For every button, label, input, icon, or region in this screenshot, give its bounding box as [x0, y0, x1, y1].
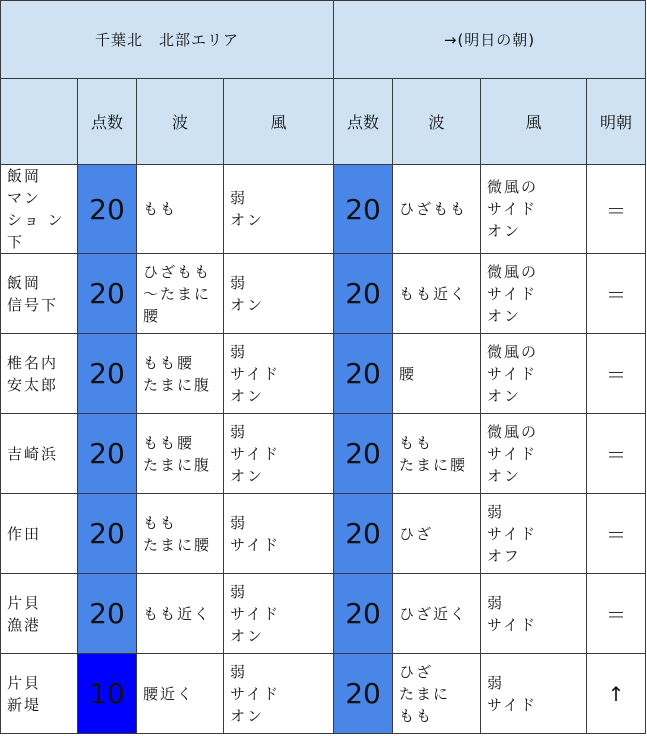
wind2-cell: 弱 サイド	[481, 654, 587, 734]
table-row	[1, 654, 646, 734]
wave2-cell: 腰	[393, 334, 481, 414]
wave2-cell: ひざ	[393, 494, 481, 574]
score-column-header: 点数	[78, 79, 137, 165]
morning-trend: ＝	[587, 414, 646, 494]
spot-name: 片貝 漁港	[1, 574, 78, 654]
score2-cell: 20	[334, 494, 393, 574]
spot-name: 片貝 新堤	[1, 654, 78, 734]
wind-cell: 弱 サイド	[224, 494, 334, 574]
score-cell: 20	[78, 334, 137, 414]
wave-cell: もも近く	[137, 574, 224, 654]
wave-cell: もも	[137, 165, 224, 254]
score-cell: 20	[78, 414, 137, 494]
wind2-cell: 微風の サイド オン	[481, 254, 587, 334]
wind2-cell: 弱 サイド	[481, 574, 587, 654]
wind2-cell: 微風の サイド オン	[481, 165, 587, 254]
table-row	[1, 165, 646, 254]
wind2-cell: 微風の サイド オン	[481, 414, 587, 494]
table-row	[1, 414, 646, 494]
score2-cell: 20	[334, 254, 393, 334]
wave-cell: もも腰 たまに腹	[137, 414, 224, 494]
wave2-cell: ひざもも	[393, 165, 481, 254]
morning-trend: ↑	[587, 654, 646, 734]
morning-trend: ＝	[587, 574, 646, 654]
wave-column-header: 波	[137, 79, 224, 165]
wave-cell: もも腰 たまに腹	[137, 334, 224, 414]
score2-cell: 20	[334, 334, 393, 414]
morning-column-header: 明朝	[587, 79, 646, 165]
spot-name: 飯岡 マン ショ ン 下	[1, 165, 78, 254]
morning-trend: ＝	[587, 254, 646, 334]
wave2-cell: ひざ近く	[393, 574, 481, 654]
area-header: 千葉北 北部エリア	[1, 1, 334, 79]
wind2-column-header: 風	[481, 79, 587, 165]
wind-cell: 弱 サイド オン	[224, 334, 334, 414]
morning-trend: ＝	[587, 494, 646, 574]
spot-name: 吉崎浜	[1, 414, 78, 494]
spot-name: 作田	[1, 494, 78, 574]
table-row	[1, 494, 646, 574]
morning-trend: ＝	[587, 334, 646, 414]
table-row	[1, 334, 646, 414]
score-cell: 20	[78, 494, 137, 574]
wind-cell: 弱 サイド オン	[224, 574, 334, 654]
score-cell: 20	[78, 574, 137, 654]
score2-cell: 20	[334, 414, 393, 494]
score2-cell: 20	[334, 165, 393, 254]
wave-cell: 腰近く	[137, 654, 224, 734]
wave2-cell: もも近く	[393, 254, 481, 334]
wind-cell: 弱 オン	[224, 254, 334, 334]
table-row	[1, 254, 646, 334]
wind-column-header: 風	[224, 79, 334, 165]
wave2-cell: ひざ たまに もも	[393, 654, 481, 734]
wave2-column-header: 波	[393, 79, 481, 165]
wind-cell: 弱 サイド オン	[224, 414, 334, 494]
wave-cell: もも たまに腰	[137, 494, 224, 574]
wind2-cell: 弱 サイド オフ	[481, 494, 587, 574]
wind-cell: 弱 サイド オン	[224, 654, 334, 734]
wave-cell: ひざもも 〜たまに 腰	[137, 254, 224, 334]
tomorrow-header: →(明日の朝)	[334, 1, 646, 79]
score-cell: 20	[78, 254, 137, 334]
score-cell: 10	[78, 654, 137, 734]
score-cell: 20	[78, 165, 137, 254]
score2-column-header: 点数	[334, 79, 393, 165]
spot-column-header	[1, 79, 78, 165]
wind-cell: 弱 オン	[224, 165, 334, 254]
score2-cell: 20	[334, 654, 393, 734]
wind2-cell: 微風の サイド オン	[481, 334, 587, 414]
table-row	[1, 574, 646, 654]
morning-trend: ＝	[587, 165, 646, 254]
wave2-cell: もも たまに腰	[393, 414, 481, 494]
score2-cell: 20	[334, 574, 393, 654]
spot-name: 飯岡 信号下	[1, 254, 78, 334]
spot-name: 椎名内 安太郎	[1, 334, 78, 414]
